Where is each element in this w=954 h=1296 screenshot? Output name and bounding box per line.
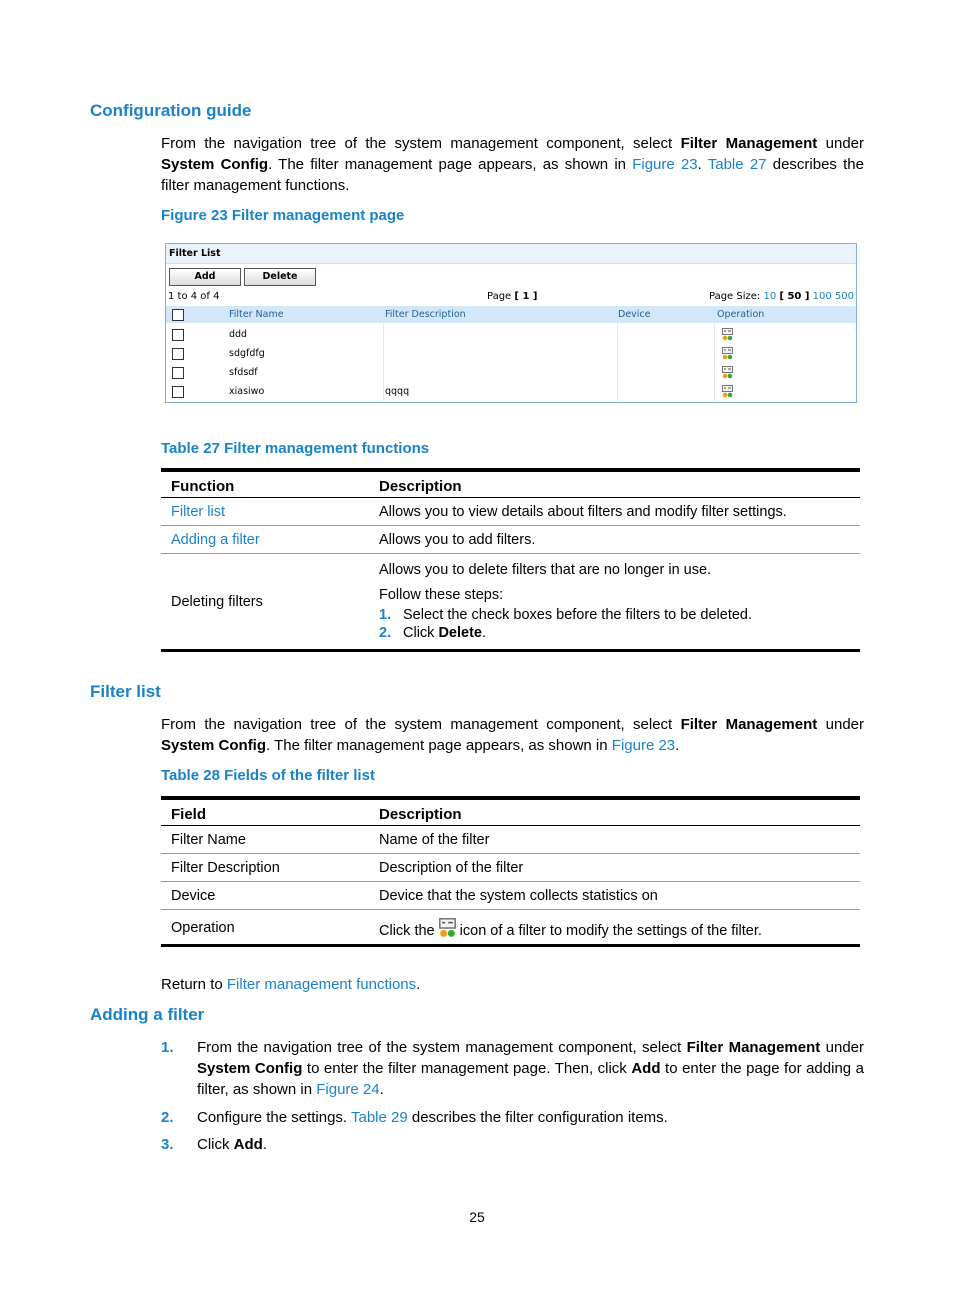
table-28-caption: Table 28 Fields of the filter list	[161, 767, 375, 784]
delete-steps	[379, 607, 852, 641]
page-size-10-link[interactable]: 10	[763, 291, 777, 302]
filter-management-functions-link[interactable]: Filter management functions	[226, 976, 417, 993]
return-line	[161, 974, 864, 995]
bold-text: System Config	[197, 1060, 303, 1077]
filter-name-cell: ddd	[229, 329, 248, 340]
page-size-selector	[709, 291, 854, 302]
step-item	[161, 1134, 864, 1156]
adding-a-filter-link[interactable]: Adding a filter	[171, 532, 260, 548]
filter-management-screenshot	[165, 243, 857, 403]
filter-name-cell: sfdsdf	[229, 367, 258, 378]
text: From the navigation tree of the system management component, select	[197, 1039, 687, 1056]
text: describes the filter configuration items.	[407, 1109, 668, 1126]
row-checkbox[interactable]	[172, 386, 184, 398]
bold-text: Add	[233, 1136, 263, 1153]
modify-settings-icon[interactable]	[722, 347, 733, 360]
col-operation: Operation	[717, 309, 765, 320]
section-title-adding-a-filter: Adding a filter	[90, 1005, 205, 1024]
step-text	[197, 1134, 864, 1155]
field-description: Description of the filter	[369, 854, 860, 882]
deleting-filters-label: Deleting filters	[161, 554, 369, 651]
delete-button[interactable]: Delete	[244, 268, 316, 286]
text: to enter the page for adding a filter, as shown in	[197, 1060, 865, 1098]
table-row	[166, 344, 856, 363]
text: Follow these steps:	[379, 587, 504, 603]
filter-description-cell: qqqq	[385, 386, 410, 397]
table-row	[166, 382, 856, 401]
col-description: Description	[369, 470, 860, 498]
field-name: Filter Description	[161, 854, 369, 882]
text: Click	[197, 1136, 234, 1153]
filter-list-fields-table	[161, 796, 860, 947]
col-filter-description[interactable]: Filter Description	[385, 309, 466, 320]
field-description	[369, 910, 860, 946]
filter-name-cell: sdgfdfg	[229, 348, 265, 359]
table-row	[166, 325, 856, 344]
modify-settings-icon	[439, 918, 456, 938]
text: under	[817, 135, 864, 152]
figure-23-link[interactable]: Figure 23	[632, 156, 698, 173]
text: to enter the filter management page. Then, click	[302, 1060, 632, 1077]
text: under	[820, 1039, 864, 1056]
section-title-filter-list: Filter list	[90, 682, 161, 701]
text: Configure the settings.	[197, 1109, 351, 1126]
table-27-caption: Table 27 Filter management functions	[161, 440, 430, 457]
modify-settings-icon[interactable]	[722, 385, 733, 398]
function-description: Allows you to add filters.	[369, 526, 860, 554]
col-field: Field	[161, 798, 369, 826]
step-text: Click	[403, 625, 439, 641]
text: .	[697, 156, 708, 173]
table-29-link[interactable]: Table 29	[350, 1109, 408, 1126]
figure-23-caption: Figure 23 Filter management page	[161, 207, 405, 224]
figure-23-link[interactable]: Figure 23	[611, 737, 676, 754]
select-all-checkbox[interactable]	[172, 309, 184, 321]
table-row	[166, 363, 856, 382]
step-number: 2.	[379, 625, 392, 641]
text: .	[379, 1081, 384, 1098]
text: .	[262, 1136, 268, 1153]
bold-text: System Config	[161, 737, 267, 754]
col-description: Description	[369, 798, 860, 826]
step-text: Select the check boxes before the filters to be deleted.	[403, 607, 753, 623]
row-checkbox[interactable]	[172, 348, 184, 360]
text: From the navigation tree of the system management component, select	[161, 135, 681, 152]
page-number: 25	[469, 1209, 485, 1225]
filter-name-cell: xiasiwo	[229, 386, 265, 397]
step-text: .	[481, 625, 487, 641]
page-size-100-link[interactable]: 100	[812, 291, 832, 302]
record-range: 1 to 4 of 4	[168, 291, 220, 302]
filter-list-paragraph	[161, 714, 864, 756]
field-description: Name of the filter	[369, 826, 860, 854]
bold-text: Filter Management	[680, 135, 818, 152]
col-function: Function	[161, 470, 369, 498]
text: icon of a filter to modify the settings of the filter.	[455, 923, 762, 939]
grid-header-row	[166, 306, 856, 323]
field-name: Operation	[161, 910, 369, 946]
text: under	[817, 716, 864, 733]
add-button[interactable]: Add	[169, 268, 241, 286]
text: . The filter management page appears, as shown in	[266, 737, 612, 754]
step-number: 1.	[379, 607, 392, 623]
step-text	[197, 1037, 864, 1100]
page-size-500-link[interactable]: 500	[834, 291, 854, 302]
step-item	[161, 1107, 864, 1129]
intro-paragraph	[161, 133, 864, 196]
step-item	[379, 607, 852, 623]
modify-settings-icon[interactable]	[722, 328, 733, 341]
step-number: 2.	[161, 1109, 174, 1126]
figure-24-link[interactable]: Figure 24	[316, 1081, 380, 1098]
field-name: Filter Name	[161, 826, 369, 854]
row-checkbox[interactable]	[172, 329, 184, 341]
section-title-configuration-guide: Configuration guide	[90, 101, 252, 120]
filter-list-link[interactable]: Filter list	[171, 504, 225, 520]
text: From the navigation tree of the system management component, select	[161, 716, 681, 733]
modify-settings-icon[interactable]	[722, 366, 733, 379]
text: Allows you to delete filters that are no longer in use.	[379, 562, 712, 578]
function-description: Allows you to view details about filters and modify filter settings.	[369, 498, 860, 526]
text: Click the	[379, 923, 439, 939]
page-size-50-current: [ 50 ]	[779, 291, 810, 302]
field-name: Device	[161, 882, 369, 910]
page-indicator	[487, 291, 537, 302]
bold-text: Filter Management	[686, 1039, 821, 1056]
step-item	[379, 625, 852, 641]
step-item	[161, 1037, 864, 1103]
text: . The filter management page appears, as shown in	[268, 156, 633, 173]
field-description: Device that the system collects statistics on	[369, 882, 860, 910]
page-label: Page	[487, 291, 512, 302]
page-size-label: Page Size:	[709, 291, 761, 302]
col-device[interactable]: Device	[618, 309, 651, 320]
bold-text: Add	[631, 1060, 661, 1077]
text: .	[416, 976, 421, 993]
current-page: [ 1 ]	[514, 291, 538, 302]
step-text	[197, 1107, 864, 1128]
filter-management-functions-table	[161, 468, 860, 652]
col-filter-name[interactable]: Filter Name	[229, 309, 284, 320]
filter-list-panel-title: Filter List	[166, 244, 856, 264]
step-number: 1.	[161, 1039, 174, 1056]
bold-text: Filter Management	[680, 716, 818, 733]
text: describes the filter management functions.	[161, 156, 864, 194]
text: .	[675, 737, 680, 754]
text: Return to	[161, 976, 227, 993]
table-27-link[interactable]: Table 27	[707, 156, 767, 173]
row-checkbox[interactable]	[172, 367, 184, 379]
bold-text: System Config	[161, 156, 269, 173]
deleting-filters-description	[369, 554, 860, 651]
step-number: 3.	[161, 1136, 174, 1153]
bold-text: Delete	[438, 625, 482, 641]
